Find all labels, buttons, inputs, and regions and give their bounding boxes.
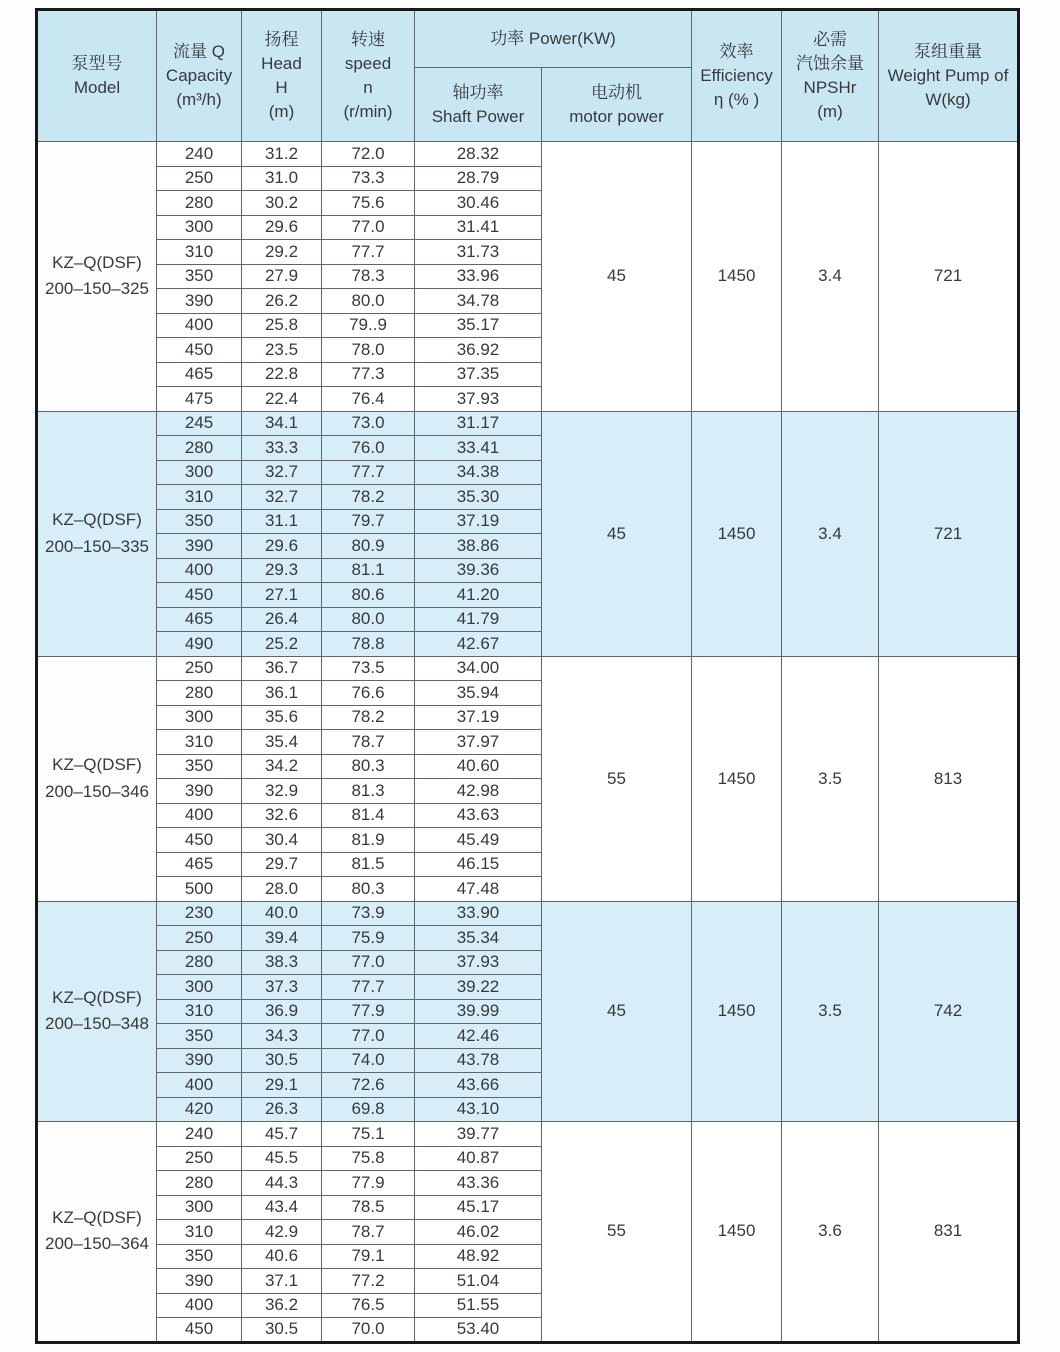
capacity-cell: 465 bbox=[157, 852, 242, 877]
shaft-power-cell: 47.48 bbox=[415, 877, 542, 902]
speed-cell: 70.0 bbox=[322, 1318, 415, 1343]
capacity-cell: 250 bbox=[157, 656, 242, 681]
speed-cell: 75.9 bbox=[322, 926, 415, 951]
model-line: 200–150–335 bbox=[44, 536, 149, 556]
head-cell: 36.2 bbox=[242, 1293, 322, 1318]
capacity-cell: 400 bbox=[157, 558, 242, 583]
shaft-power-cell: 48.92 bbox=[415, 1244, 542, 1269]
speed-cell: 81.4 bbox=[322, 803, 415, 828]
shaft-power-cell: 34.38 bbox=[415, 460, 542, 485]
header-line: 功率 Power(KW) bbox=[490, 29, 616, 49]
speed-cell: 77.0 bbox=[322, 1024, 415, 1049]
head-cell: 29.3 bbox=[242, 558, 322, 583]
capacity-cell: 240 bbox=[157, 1122, 242, 1147]
speed-cell: 78.3 bbox=[322, 264, 415, 289]
weight-cell: 742 bbox=[879, 901, 1019, 1122]
speed-cell: 79..9 bbox=[322, 313, 415, 338]
speed-cell: 69.8 bbox=[322, 1097, 415, 1122]
head-cell: 45.5 bbox=[242, 1146, 322, 1171]
head-cell: 38.3 bbox=[242, 950, 322, 975]
header-line: (m) bbox=[268, 101, 295, 121]
shaft-power-cell: 33.41 bbox=[415, 436, 542, 461]
shaft-power-cell: 37.35 bbox=[415, 362, 542, 387]
capacity-cell: 310 bbox=[157, 240, 242, 265]
capacity-cell: 390 bbox=[157, 534, 242, 559]
capacity-cell: 250 bbox=[157, 166, 242, 191]
header-weight bbox=[879, 10, 1019, 142]
capacity-cell: 450 bbox=[157, 338, 242, 363]
efficiency-cell: 1450 bbox=[692, 411, 782, 656]
weight-cell: 721 bbox=[879, 411, 1019, 656]
shaft-power-cell: 37.93 bbox=[415, 387, 542, 412]
model-cell bbox=[37, 142, 157, 412]
head-cell: 31.0 bbox=[242, 166, 322, 191]
shaft-power-cell: 46.02 bbox=[415, 1220, 542, 1245]
speed-cell: 74.0 bbox=[322, 1048, 415, 1073]
capacity-cell: 390 bbox=[157, 1048, 242, 1073]
head-cell: 30.5 bbox=[242, 1048, 322, 1073]
weight-cell: 721 bbox=[879, 142, 1019, 412]
capacity-cell: 280 bbox=[157, 1171, 242, 1196]
shaft-power-cell: 34.78 bbox=[415, 289, 542, 314]
speed-cell: 75.1 bbox=[322, 1122, 415, 1147]
header-line: 转速 bbox=[351, 30, 385, 50]
capacity-cell: 500 bbox=[157, 877, 242, 902]
speed-cell: 75.6 bbox=[322, 191, 415, 216]
header-line: Weight Pump of bbox=[887, 66, 1009, 86]
speed-cell: 79.7 bbox=[322, 509, 415, 534]
header-line: Capacity bbox=[165, 66, 233, 86]
head-cell: 42.9 bbox=[242, 1220, 322, 1245]
header-line: Shaft Power bbox=[431, 106, 525, 126]
speed-cell: 77.0 bbox=[322, 215, 415, 240]
speed-cell: 81.1 bbox=[322, 558, 415, 583]
speed-cell: 78.2 bbox=[322, 485, 415, 510]
head-cell: 34.2 bbox=[242, 754, 322, 779]
capacity-cell: 310 bbox=[157, 485, 242, 510]
header-line: (m) bbox=[817, 101, 843, 121]
head-cell: 29.7 bbox=[242, 852, 322, 877]
capacity-cell: 400 bbox=[157, 803, 242, 828]
capacity-cell: 420 bbox=[157, 1097, 242, 1122]
head-cell: 26.3 bbox=[242, 1097, 322, 1122]
head-cell: 40.0 bbox=[242, 901, 322, 926]
shaft-power-cell: 41.20 bbox=[415, 583, 542, 608]
capacity-cell: 300 bbox=[157, 460, 242, 485]
header-line: 效率 bbox=[719, 42, 754, 62]
capacity-cell: 465 bbox=[157, 362, 242, 387]
speed-cell: 73.9 bbox=[322, 901, 415, 926]
capacity-cell: 400 bbox=[157, 1073, 242, 1098]
capacity-cell: 310 bbox=[157, 1220, 242, 1245]
weight-cell: 831 bbox=[879, 1122, 1019, 1343]
model-line: KZ–Q(DSF) bbox=[52, 252, 142, 272]
speed-cell: 81.9 bbox=[322, 828, 415, 853]
capacity-cell: 390 bbox=[157, 289, 242, 314]
shaft-power-cell: 53.40 bbox=[415, 1318, 542, 1343]
shaft-power-cell: 33.96 bbox=[415, 264, 542, 289]
head-cell: 30.5 bbox=[242, 1318, 322, 1343]
speed-cell: 77.7 bbox=[322, 975, 415, 1000]
speed-cell: 80.9 bbox=[322, 534, 415, 559]
shaft-power-cell: 37.19 bbox=[415, 705, 542, 730]
model-line: KZ–Q(DSF) bbox=[52, 510, 142, 530]
table-row bbox=[37, 656, 1019, 681]
head-cell: 27.9 bbox=[242, 264, 322, 289]
head-cell: 27.1 bbox=[242, 583, 322, 608]
efficiency-cell: 1450 bbox=[692, 901, 782, 1122]
header-speed bbox=[322, 10, 415, 142]
shaft-power-cell: 45.49 bbox=[415, 828, 542, 853]
shaft-power-cell: 42.46 bbox=[415, 1024, 542, 1049]
model-cell bbox=[37, 411, 157, 656]
speed-cell: 78.7 bbox=[322, 730, 415, 755]
model-cell bbox=[37, 1122, 157, 1343]
head-cell: 30.2 bbox=[242, 191, 322, 216]
shaft-power-cell: 46.15 bbox=[415, 852, 542, 877]
shaft-power-cell: 42.98 bbox=[415, 779, 542, 804]
npshr-cell: 3.5 bbox=[782, 901, 879, 1122]
shaft-power-cell: 34.00 bbox=[415, 656, 542, 681]
header-head bbox=[242, 10, 322, 142]
header-row-top bbox=[37, 10, 1019, 68]
model-cell bbox=[37, 901, 157, 1122]
header-line: (r/min) bbox=[343, 101, 393, 121]
shaft-power-cell: 39.77 bbox=[415, 1122, 542, 1147]
pump-spec-table bbox=[35, 8, 1020, 1344]
capacity-cell: 300 bbox=[157, 215, 242, 240]
shaft-power-cell: 43.36 bbox=[415, 1171, 542, 1196]
speed-cell: 78.5 bbox=[322, 1195, 415, 1220]
shaft-power-cell: 39.99 bbox=[415, 999, 542, 1024]
capacity-cell: 230 bbox=[157, 901, 242, 926]
speed-cell: 78.7 bbox=[322, 1220, 415, 1245]
speed-cell: 79.1 bbox=[322, 1244, 415, 1269]
capacity-cell: 300 bbox=[157, 705, 242, 730]
capacity-cell: 465 bbox=[157, 607, 242, 632]
shaft-power-cell: 40.87 bbox=[415, 1146, 542, 1171]
model-line: KZ–Q(DSF) bbox=[52, 1207, 142, 1227]
speed-cell: 76.0 bbox=[322, 436, 415, 461]
header-line: 泵型号 bbox=[71, 54, 123, 74]
speed-cell: 78.0 bbox=[322, 338, 415, 363]
head-cell: 32.7 bbox=[242, 485, 322, 510]
shaft-power-cell: 35.34 bbox=[415, 926, 542, 951]
speed-cell: 78.2 bbox=[322, 705, 415, 730]
speed-cell: 76.6 bbox=[322, 681, 415, 706]
header-line: speed bbox=[344, 54, 392, 74]
head-cell: 44.3 bbox=[242, 1171, 322, 1196]
capacity-cell: 400 bbox=[157, 313, 242, 338]
head-cell: 36.1 bbox=[242, 681, 322, 706]
head-cell: 31.2 bbox=[242, 142, 322, 167]
speed-cell: 78.8 bbox=[322, 632, 415, 657]
header-line: n bbox=[363, 78, 373, 97]
head-cell: 30.4 bbox=[242, 828, 322, 853]
head-cell: 34.1 bbox=[242, 411, 322, 436]
head-cell: 26.2 bbox=[242, 289, 322, 314]
capacity-cell: 350 bbox=[157, 1244, 242, 1269]
head-cell: 39.4 bbox=[242, 926, 322, 951]
head-cell: 32.9 bbox=[242, 779, 322, 804]
npshr-cell: 3.4 bbox=[782, 142, 879, 412]
capacity-cell: 300 bbox=[157, 975, 242, 1000]
shaft-power-cell: 43.10 bbox=[415, 1097, 542, 1122]
model-line: 200–150–346 bbox=[44, 781, 149, 801]
header-capacity bbox=[157, 10, 242, 142]
motor-power-cell: 55 bbox=[542, 1122, 692, 1343]
capacity-cell: 400 bbox=[157, 1293, 242, 1318]
header-line: 扬程 bbox=[264, 30, 299, 50]
speed-cell: 77.0 bbox=[322, 950, 415, 975]
capacity-cell: 450 bbox=[157, 828, 242, 853]
header-line: η (% ) bbox=[713, 89, 760, 109]
speed-cell: 80.0 bbox=[322, 607, 415, 632]
capacity-cell: 250 bbox=[157, 1146, 242, 1171]
capacity-cell: 245 bbox=[157, 411, 242, 436]
header-line: W(kg) bbox=[925, 89, 971, 109]
speed-cell: 77.2 bbox=[322, 1269, 415, 1294]
header-shaft-power bbox=[415, 68, 542, 142]
header-line: 汽蚀余量 bbox=[796, 54, 864, 74]
head-cell: 36.7 bbox=[242, 656, 322, 681]
shaft-power-cell: 43.63 bbox=[415, 803, 542, 828]
header-npshr bbox=[782, 10, 879, 142]
head-cell: 32.7 bbox=[242, 460, 322, 485]
shaft-power-cell: 39.22 bbox=[415, 975, 542, 1000]
capacity-cell: 280 bbox=[157, 436, 242, 461]
head-cell: 35.6 bbox=[242, 705, 322, 730]
head-cell: 35.4 bbox=[242, 730, 322, 755]
model-line: KZ–Q(DSF) bbox=[52, 755, 142, 775]
capacity-cell: 475 bbox=[157, 387, 242, 412]
table-row bbox=[37, 142, 1019, 167]
shaft-power-cell: 51.04 bbox=[415, 1269, 542, 1294]
head-cell: 32.6 bbox=[242, 803, 322, 828]
header-efficiency bbox=[692, 10, 782, 142]
npshr-cell: 3.4 bbox=[782, 411, 879, 656]
shaft-power-cell: 43.66 bbox=[415, 1073, 542, 1098]
shaft-power-cell: 37.19 bbox=[415, 509, 542, 534]
header-power-group bbox=[415, 10, 692, 68]
header-line: H bbox=[275, 78, 288, 97]
capacity-cell: 390 bbox=[157, 1269, 242, 1294]
efficiency-cell: 1450 bbox=[692, 142, 782, 412]
header-line: 流量 Q bbox=[173, 42, 225, 62]
npshr-cell: 3.5 bbox=[782, 656, 879, 901]
capacity-cell: 350 bbox=[157, 509, 242, 534]
header-model bbox=[37, 10, 157, 142]
shaft-power-cell: 51.55 bbox=[415, 1293, 542, 1318]
speed-cell: 77.9 bbox=[322, 999, 415, 1024]
head-cell: 23.5 bbox=[242, 338, 322, 363]
head-cell: 33.3 bbox=[242, 436, 322, 461]
npshr-cell: 3.6 bbox=[782, 1122, 879, 1343]
speed-cell: 77.7 bbox=[322, 460, 415, 485]
shaft-power-cell: 35.17 bbox=[415, 313, 542, 338]
header-line: 轴功率 bbox=[452, 82, 504, 102]
efficiency-cell: 1450 bbox=[692, 656, 782, 901]
speed-cell: 80.3 bbox=[322, 877, 415, 902]
header-line: motor power bbox=[569, 106, 664, 126]
speed-cell: 75.8 bbox=[322, 1146, 415, 1171]
shaft-power-cell: 31.73 bbox=[415, 240, 542, 265]
capacity-cell: 240 bbox=[157, 142, 242, 167]
speed-cell: 80.0 bbox=[322, 289, 415, 314]
speed-cell: 76.5 bbox=[322, 1293, 415, 1318]
header-line: 必需 bbox=[813, 30, 847, 50]
header-line: 电动机 bbox=[591, 82, 642, 102]
model-line: 200–150–348 bbox=[44, 1014, 149, 1034]
shaft-power-cell: 28.79 bbox=[415, 166, 542, 191]
model-cell bbox=[37, 656, 157, 901]
header-line: Model bbox=[73, 78, 121, 97]
speed-cell: 81.3 bbox=[322, 779, 415, 804]
head-cell: 37.3 bbox=[242, 975, 322, 1000]
shaft-power-cell: 31.17 bbox=[415, 411, 542, 436]
table-header bbox=[37, 10, 1019, 142]
head-cell: 40.6 bbox=[242, 1244, 322, 1269]
speed-cell: 73.3 bbox=[322, 166, 415, 191]
table-row bbox=[37, 901, 1019, 926]
shaft-power-cell: 37.97 bbox=[415, 730, 542, 755]
capacity-cell: 280 bbox=[157, 191, 242, 216]
header-motor-power bbox=[542, 68, 692, 142]
head-cell: 29.6 bbox=[242, 534, 322, 559]
shaft-power-cell: 28.32 bbox=[415, 142, 542, 167]
model-line: 200–150–364 bbox=[44, 1234, 149, 1254]
capacity-cell: 350 bbox=[157, 1024, 242, 1049]
capacity-cell: 450 bbox=[157, 583, 242, 608]
motor-power-cell: 45 bbox=[542, 142, 692, 412]
shaft-power-cell: 38.86 bbox=[415, 534, 542, 559]
capacity-cell: 350 bbox=[157, 754, 242, 779]
header-line: (m³/h) bbox=[176, 89, 222, 109]
efficiency-cell: 1450 bbox=[692, 1122, 782, 1343]
shaft-power-cell: 33.90 bbox=[415, 901, 542, 926]
speed-cell: 73.0 bbox=[322, 411, 415, 436]
shaft-power-cell: 36.92 bbox=[415, 338, 542, 363]
model-line: KZ–Q(DSF) bbox=[52, 987, 142, 1007]
motor-power-cell: 45 bbox=[542, 411, 692, 656]
head-cell: 22.4 bbox=[242, 387, 322, 412]
shaft-power-cell: 41.79 bbox=[415, 607, 542, 632]
shaft-power-cell: 42.67 bbox=[415, 632, 542, 657]
capacity-cell: 310 bbox=[157, 730, 242, 755]
head-cell: 43.4 bbox=[242, 1195, 322, 1220]
shaft-power-cell: 35.94 bbox=[415, 681, 542, 706]
speed-cell: 72.0 bbox=[322, 142, 415, 167]
head-cell: 25.2 bbox=[242, 632, 322, 657]
motor-power-cell: 55 bbox=[542, 656, 692, 901]
model-line: 200–150–325 bbox=[44, 279, 149, 299]
head-cell: 29.6 bbox=[242, 215, 322, 240]
motor-power-cell: 45 bbox=[542, 901, 692, 1122]
capacity-cell: 310 bbox=[157, 999, 242, 1024]
speed-cell: 72.6 bbox=[322, 1073, 415, 1098]
speed-cell: 77.7 bbox=[322, 240, 415, 265]
capacity-cell: 490 bbox=[157, 632, 242, 657]
capacity-cell: 300 bbox=[157, 1195, 242, 1220]
head-cell: 36.9 bbox=[242, 999, 322, 1024]
speed-cell: 81.5 bbox=[322, 852, 415, 877]
head-cell: 45.7 bbox=[242, 1122, 322, 1147]
head-cell: 37.1 bbox=[242, 1269, 322, 1294]
table-row bbox=[37, 411, 1019, 436]
header-line: Head bbox=[261, 54, 302, 74]
header-line: NPSHr bbox=[803, 78, 857, 97]
capacity-cell: 350 bbox=[157, 264, 242, 289]
table-row bbox=[37, 1122, 1019, 1147]
speed-cell: 73.5 bbox=[322, 656, 415, 681]
capacity-cell: 280 bbox=[157, 681, 242, 706]
head-cell: 26.4 bbox=[242, 607, 322, 632]
header-line: Efficiency bbox=[700, 66, 773, 86]
shaft-power-cell: 43.78 bbox=[415, 1048, 542, 1073]
speed-cell: 77.9 bbox=[322, 1171, 415, 1196]
weight-cell: 813 bbox=[879, 656, 1019, 901]
head-cell: 34.3 bbox=[242, 1024, 322, 1049]
shaft-power-cell: 39.36 bbox=[415, 558, 542, 583]
shaft-power-cell: 35.30 bbox=[415, 485, 542, 510]
shaft-power-cell: 37.93 bbox=[415, 950, 542, 975]
capacity-cell: 390 bbox=[157, 779, 242, 804]
speed-cell: 77.3 bbox=[322, 362, 415, 387]
header-line: 泵组重量 bbox=[914, 42, 982, 62]
head-cell: 29.1 bbox=[242, 1073, 322, 1098]
shaft-power-cell: 40.60 bbox=[415, 754, 542, 779]
speed-cell: 80.3 bbox=[322, 754, 415, 779]
capacity-cell: 450 bbox=[157, 1318, 242, 1343]
capacity-cell: 280 bbox=[157, 950, 242, 975]
head-cell: 31.1 bbox=[242, 509, 322, 534]
head-cell: 22.8 bbox=[242, 362, 322, 387]
shaft-power-cell: 30.46 bbox=[415, 191, 542, 216]
shaft-power-cell: 45.17 bbox=[415, 1195, 542, 1220]
speed-cell: 76.4 bbox=[322, 387, 415, 412]
head-cell: 29.2 bbox=[242, 240, 322, 265]
speed-cell: 80.6 bbox=[322, 583, 415, 608]
head-cell: 28.0 bbox=[242, 877, 322, 902]
table-body bbox=[37, 142, 1019, 1343]
capacity-cell: 250 bbox=[157, 926, 242, 951]
head-cell: 25.8 bbox=[242, 313, 322, 338]
shaft-power-cell: 31.41 bbox=[415, 215, 542, 240]
